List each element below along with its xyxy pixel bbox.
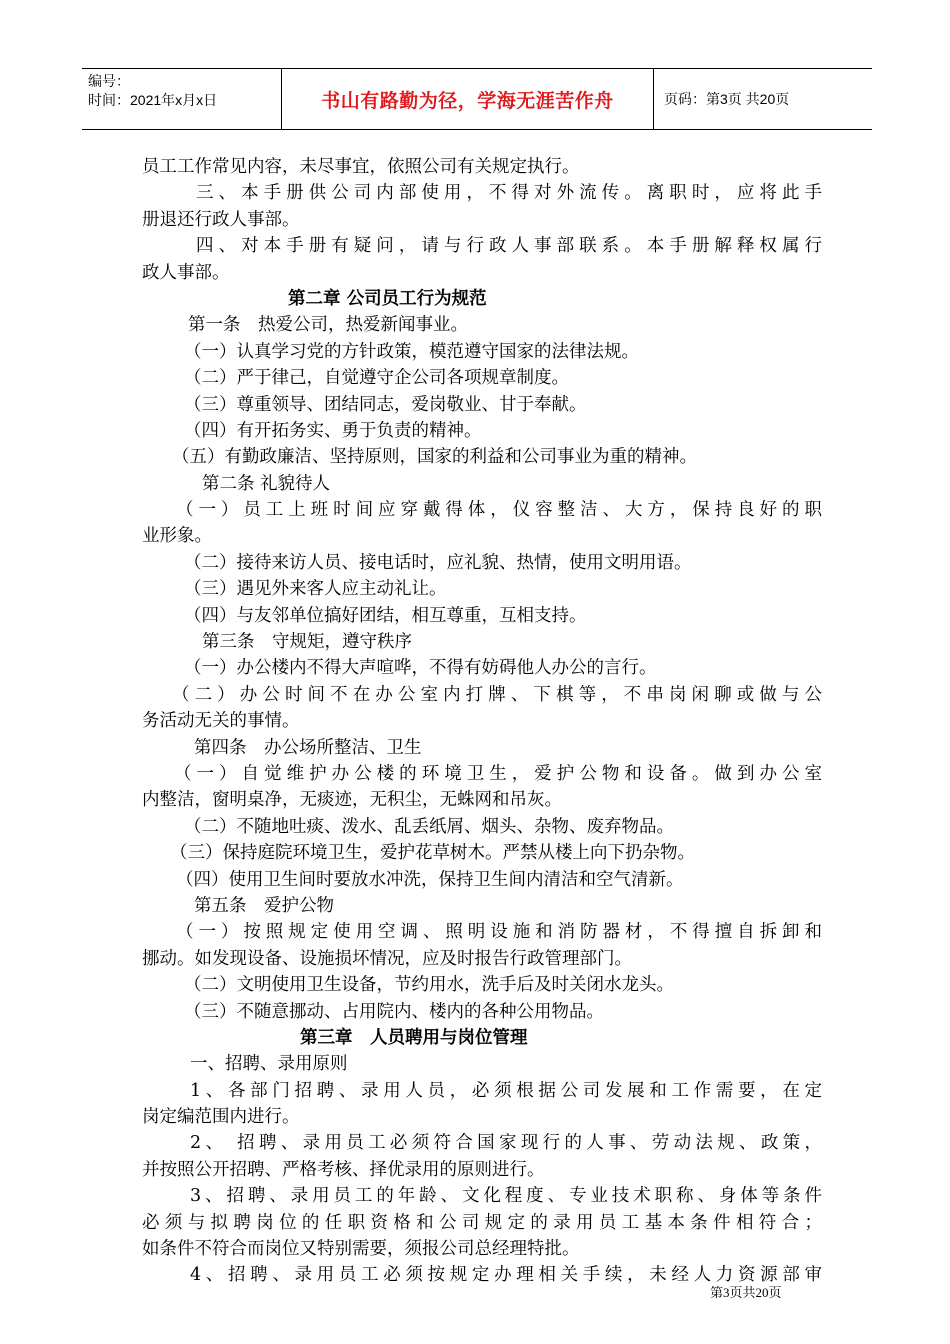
chapter-heading: 第三章 人员聘用与岗位管理 bbox=[300, 1027, 528, 1048]
text-line: （四）与友邻单位搞好团结，相互尊重，互相支持。 bbox=[184, 605, 587, 626]
text-line: （二）不随地吐痰、泼水、乱丢纸屑、烟头、杂物、废弃物品。 bbox=[184, 816, 674, 837]
text-line: （一）自觉维护办公楼的环境卫生，爱护公物和设备。做到办公室 bbox=[174, 763, 822, 784]
header-motto: 书山有路勤为径，学海无涯苦作舟 bbox=[282, 69, 654, 129]
article-heading: 第五条 爱护公物 bbox=[194, 895, 334, 916]
article-heading: 第二条 礼貌待人 bbox=[202, 473, 331, 494]
text-line: （一）员工上班时间应穿戴得体，仪容整洁、大方，保持良好的职 bbox=[176, 500, 822, 521]
text-line: 2、 招聘、录用员工必须符合国家现行的人事、劳动法规、政策， bbox=[190, 1133, 822, 1154]
text-line: （二）办公时间不在办公室内打牌、下棋等，不串岗闲聊或做与公 bbox=[172, 684, 822, 705]
text-line: 业形象。 bbox=[142, 526, 212, 547]
text-line: （四）有开拓务实、勇于负责的精神。 bbox=[184, 420, 482, 441]
text-line: 并按照公开招聘、严格考核、择优录用的原则进行。 bbox=[142, 1159, 545, 1180]
text-line: （五）有勤政廉洁、坚持原则，国家的利益和公司事业为重的精神。 bbox=[172, 447, 697, 468]
text-line: 四、对本手册有疑问，请与行政人事部联系。本手册解释权属行 bbox=[196, 236, 822, 257]
article-heading: 第三条 守规矩，遵守秩序 bbox=[202, 632, 412, 653]
text-line: 4、招聘、录用员工必须按规定办理相关手续，未经人力资源部审 bbox=[190, 1265, 822, 1286]
page-header bbox=[82, 68, 872, 130]
document-date-label: 时间：2021年x月x日 bbox=[88, 92, 218, 108]
text-line: 挪动。如发现设备、设施损坏情况，应及时报告行政管理部门。 bbox=[142, 948, 632, 969]
text-line: 员工工作常见内容，未尽事宜，依照公司有关规定执行。 bbox=[142, 157, 580, 177]
text-line: （三）尊重领导、团结同志，爱岗敬业、甘于奉献。 bbox=[184, 394, 587, 415]
text-line: 如条件不符合而岗位又特别需要，须报公司总经理特批。 bbox=[142, 1239, 580, 1260]
page-footer: 第3页共20页 bbox=[710, 1285, 782, 1300]
text-line: （二）接待来访人员、接电话时，应礼貌、热情，使用文明用语。 bbox=[184, 552, 692, 573]
text-line: （一）按照规定使用空调、照明设施和消防器材，不得擅自拆卸和 bbox=[176, 922, 822, 943]
header-page-info: 页码：第3页 共20页 bbox=[664, 91, 790, 107]
chapter-heading: 第二章 公司员工行为规范 bbox=[288, 288, 487, 309]
article-heading: 第四条 办公场所整洁、卫生 bbox=[194, 737, 422, 758]
text-line: 务活动无关的事情。 bbox=[142, 711, 300, 732]
header-meta bbox=[82, 69, 282, 129]
text-line: 岗定编范围内进行。 bbox=[142, 1107, 300, 1128]
document-body bbox=[132, 154, 822, 1289]
section-heading: 一、招聘、录用原则 bbox=[190, 1054, 348, 1075]
text-line: 内整洁，窗明桌净，无痰迹，无积尘，无蛛网和吊灰。 bbox=[142, 790, 562, 811]
text-line: 三、本手册供公司内部使用，不得对外流传。离职时，应将此手 bbox=[196, 183, 822, 204]
text-line: （三）遇见外来客人应主动礼让。 bbox=[184, 579, 447, 600]
text-line: （二）文明使用卫生设备，节约用水，洗手后及时关闭水龙头。 bbox=[184, 975, 674, 996]
text-line: （一）认真学习党的方针政策，模范遵守国家的法律法规。 bbox=[184, 341, 639, 362]
document-number-label: 编号： bbox=[88, 73, 130, 89]
text-line: （二）严于律己，自觉遵守企公司各项规章制度。 bbox=[184, 368, 569, 389]
article-heading: 第一条 热爱公司，热爱新闻事业。 bbox=[188, 315, 468, 336]
text-line: （一）办公楼内不得大声喧哗，不得有妨碍他人办公的言行。 bbox=[184, 658, 657, 679]
text-line: 1、各部门招聘、录用人员，必须根据公司发展和工作需要，在定 bbox=[190, 1080, 822, 1101]
text-line: 政人事部。 bbox=[142, 262, 230, 283]
text-line: 册退还行政人事部。 bbox=[142, 209, 300, 230]
text-line: 3、招聘、录用员工的年龄、文化程度、专业技术职称、身体等条件 bbox=[190, 1186, 822, 1207]
text-line: 必须与拟聘岗位的任职资格和公司规定的录用员工基本条件相符合； bbox=[142, 1212, 822, 1233]
text-line: （三）保持庭院环境卫生，爱护花草树木。严禁从楼上向下扔杂物。 bbox=[170, 843, 695, 864]
text-line: （三）不随意挪动、占用院内、楼内的各种公用物品。 bbox=[184, 1001, 604, 1022]
text-line: （四）使用卫生间时要放水冲洗，保持卫生间内清洁和空气清新。 bbox=[176, 869, 684, 890]
